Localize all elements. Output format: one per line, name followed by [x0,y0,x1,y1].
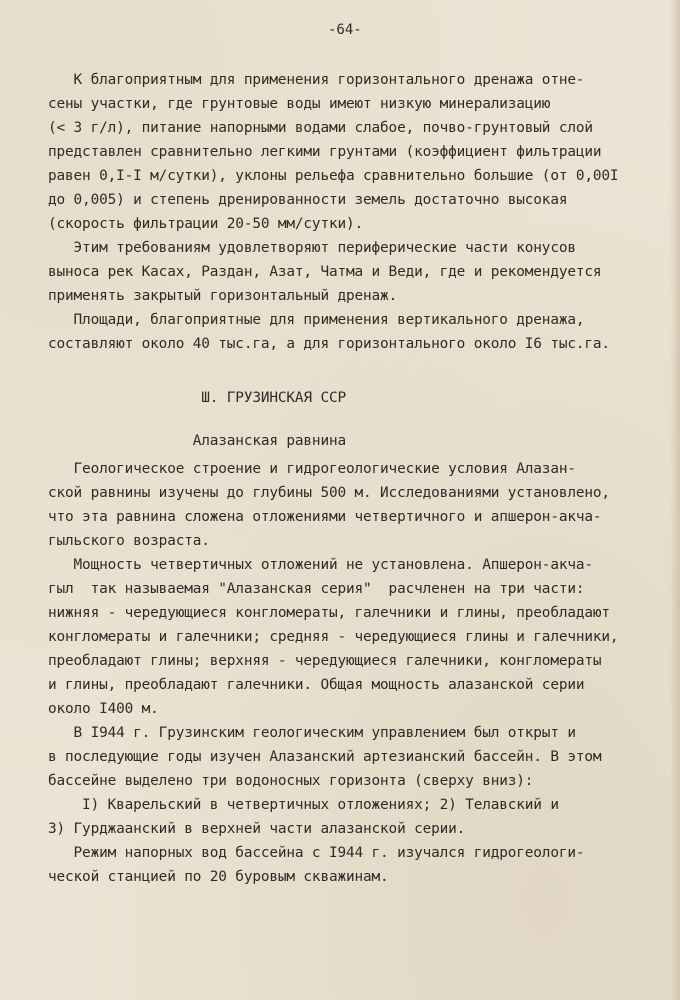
text-line: Мощность четвертичных отложений не установлена. Апшерон-акча- [48,557,593,573]
section-heading: Алазанская равнина [48,433,346,449]
text-line: в последующие годы изучен Алазанский артезианский бассейн. В этом [48,749,602,765]
text-line: ской равнины изучены до глубины 500 м. Исследованиями установлено, [48,485,610,501]
text-line: ческой станцией по 20 буровым скважинам. [48,869,389,885]
text-line: до 0,005) и степень дренированности земель достаточно высокая [48,192,568,208]
text-line: гыльского возраста. [48,533,210,549]
text-line: Геологическое строение и гидрогеологические условия Алазан- [48,461,576,477]
page-edge-shadow [670,0,680,1000]
text-line: В I944 г. Грузинским геологическим управлением был открыт и [48,725,576,741]
text-line: Режим напорных вод бассейна с I944 г. изучался гидрогеологи- [48,845,585,861]
text-line: Площади, благоприятные для применения вертикального дренажа, [48,312,585,328]
text-line: преобладают глины; верхняя - чередующиеся галечники, конгломераты [48,653,602,669]
text-line: гыл так называемая "Алазанская серия" расчленен на три части: [48,581,585,597]
text-line: (скорость фильтрации 20-50 мм/сутки). [48,216,364,232]
text-line: бассейне выделено три водоносных горизонта (сверху вниз): [48,773,534,789]
section-heading: Ш. ГРУЗИНСКАЯ ССР [48,390,346,406]
text-line: нижняя - чередующиеся конгломераты, галечники и глины, преобладают [48,605,610,621]
text-line: применять закрытый горизонтальный дренаж. [48,288,398,304]
text-line: около I400 м. [48,701,159,717]
text-line: (< 3 г/л), питание напорными водами слабое, почво-грунтовый слой [48,120,593,136]
text-line: равен 0,I-I м/сутки), уклоны рельефа сравнительно большие (от 0,00I [48,168,619,184]
page-number: -64- [328,22,362,38]
text-line: составляют около 40 тыс.га, а для горизонтального около I6 тыс.га. [48,336,610,352]
text-line: конгломераты и галечники; средняя - чередующиеся глины и галечники, [48,629,619,645]
text-line: К благоприятным для применения горизонтального дренажа отне- [48,72,585,88]
text-line: и глины, преобладают галечники. Общая мощность алазанской серии [48,677,585,693]
text-line: I) Кварельский в четвертичных отложениях; 2) Телавский и [48,797,559,813]
text-line: сены участки, где грунтовые воды имеют низкую минерализацию [48,96,551,112]
text-line: представлен сравнительно легкими грунтами (коэффициент фильтрации [48,144,602,160]
text-line: Этим требованиям удовлетворяют периферические части конусов [48,240,576,256]
text-line: 3) Гурджаанский в верхней части алазанской серии. [48,821,466,837]
text-line: что эта равнина сложена отложениями четвертичного и апшерон-акча- [48,509,602,525]
text-line: выноса рек Касах, Раздан, Азат, Чатма и Веди, где и рекомендуется [48,264,602,280]
